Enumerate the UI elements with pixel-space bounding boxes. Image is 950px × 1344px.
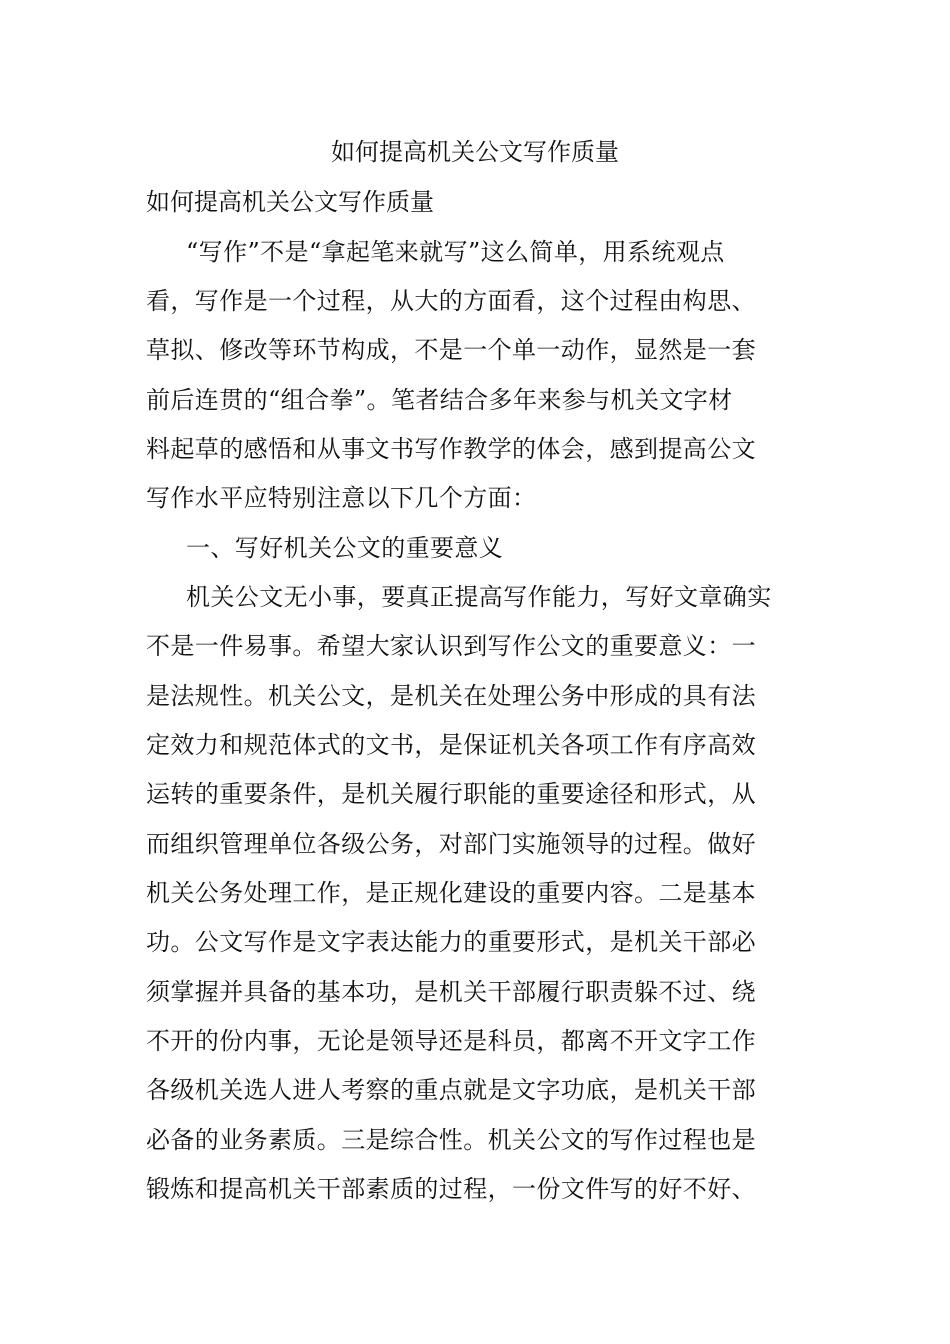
text-line: 前后连贯的“组合拳”。笔者结合多年来参与机关文字材 [146,386,733,414]
text-line: 机关公文无小事，要真正提高写作能力，写好文章确实 [186,583,772,611]
text-line: 定效力和规范体式的文书，是保证机关各项工作有序高效 [146,731,756,759]
text-line: 不开的份内事，无论是领导还是科员，都离不开文字工作 [146,1027,756,1055]
text-line: 各级机关选人进人考察的重点就是文字功底，是机关干部 [146,1076,756,1104]
text-line: 写作水平应特别注意以下几个方面： [146,484,537,512]
text-line: 不是一件易事。希望大家认识到写作公文的重要意义：一 [146,632,756,660]
text-line: 须掌握并具备的基本功，是机关干部履行职责躲不过、绕 [146,978,756,1006]
text-line: 而组织管理单位各级公务，对部门实施领导的过程。做好 [146,830,756,858]
document-subtitle: 如何提高机关公文写作质量 [146,188,434,216]
section-heading: 一、写好机关公文的重要意义 [186,534,504,562]
text-line: 机关公务处理工作，是正规化建设的重要内容。二是基本 [146,879,756,907]
text-line: 草拟、修改等环节构成，不是一个单一动作，显然是一套 [146,336,756,364]
page-title: 如何提高机关公文写作质量 [331,138,619,166]
text-line: 是法规性。机关公文，是机关在处理公务中形成的具有法 [146,682,756,710]
text-line: 锻炼和提高机关干部素质的过程，一份文件写的好不好、 [146,1175,756,1203]
text-line: 必备的业务素质。三是综合性。机关公文的写作过程也是 [146,1126,756,1154]
text-line: 功。公文写作是文字表达能力的重要形式，是机关干部必 [146,928,756,956]
text-line: 料起草的感悟和从事文书写作教学的体会，感到提高公文 [146,435,756,463]
text-line: 看，写作是一个过程，从大的方面看，这个过程由构思、 [146,287,756,315]
text-line: 运转的重要条件，是机关履行职能的重要途径和形式，从 [146,780,756,808]
text-line: “写作”不是“拿起笔来就写”这么简单，用系统观点 [186,238,725,266]
